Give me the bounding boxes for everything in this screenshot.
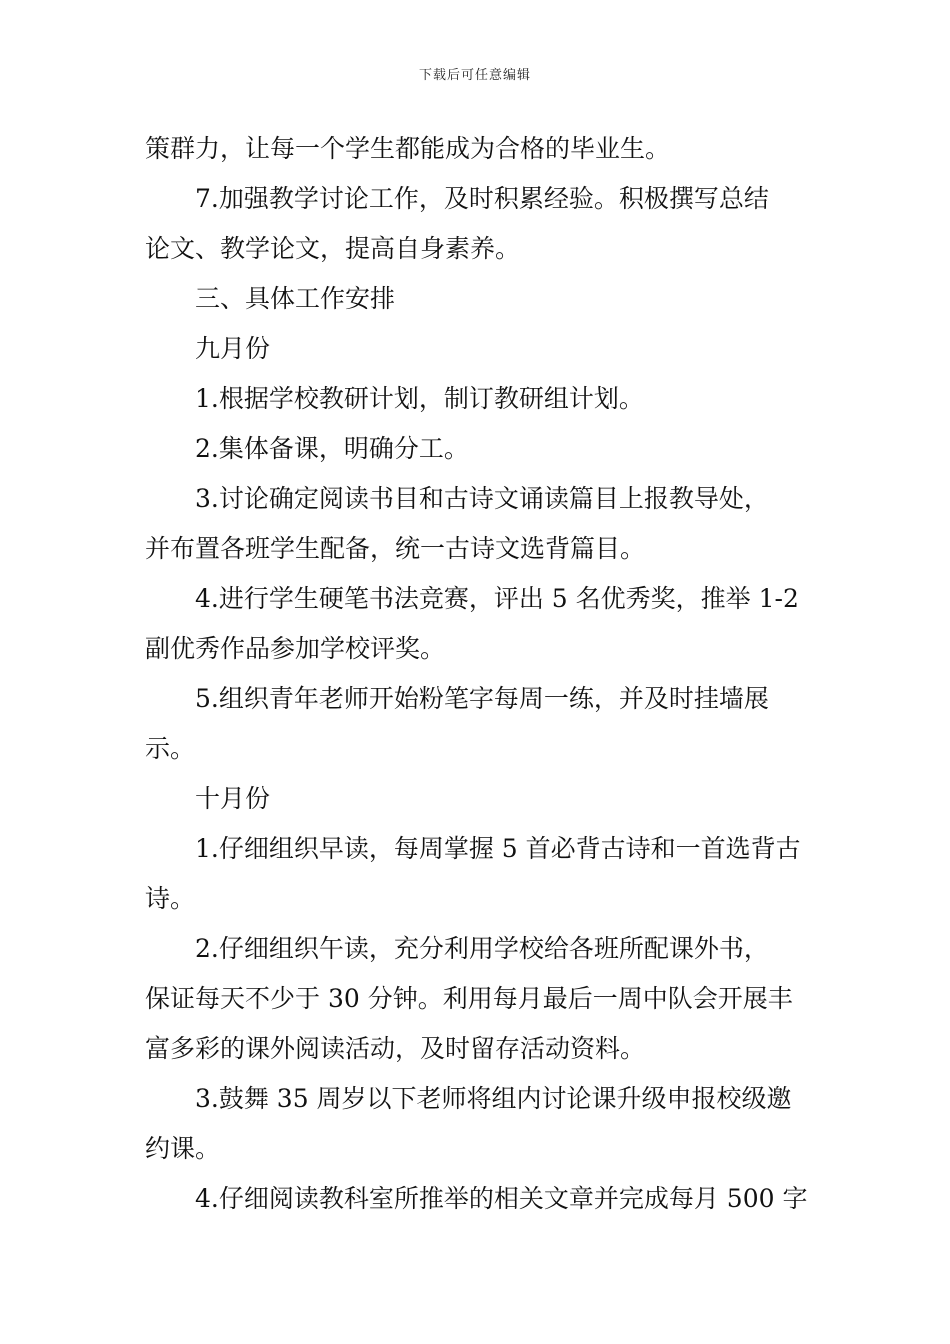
text-line: 诗。 xyxy=(145,884,196,913)
text-line: 保证每天不少于 30 分钟。利用每月最后一周中队会开展丰 xyxy=(145,984,793,1013)
text-line: 十月份 xyxy=(195,784,271,813)
text-line: 约课。 xyxy=(145,1134,221,1163)
text-line: 7.加强教学讨论工作，及时积累经验。积极撰写总结 xyxy=(195,184,769,213)
text-line: 副优秀作品参加学校评奖。 xyxy=(145,634,446,663)
text-line: 九月份 xyxy=(195,334,271,363)
text-line: 并布置各班学生配备，统一古诗文选背篇目。 xyxy=(145,534,646,563)
text-line: 2.仔细组织午读，充分利用学校给各班所配课外书， xyxy=(195,934,769,963)
text-line: 1.仔细组织早读，每周掌握 5 首必背古诗和一首选背古 xyxy=(195,834,801,863)
document-body xyxy=(145,124,810,1224)
page-header: 下载后可任意编辑 xyxy=(418,68,531,83)
text-line: 3.讨论确定阅读书目和古诗文诵读篇目上报教导处， xyxy=(195,484,769,513)
text-line: 4.仔细阅读教科室所推举的相关文章并完成每月 500 字 xyxy=(195,1184,808,1213)
text-line: 5.组织青年老师开始粉笔字每周一练，并及时挂墙展 xyxy=(195,684,769,713)
text-line: 三、具体工作安排 xyxy=(195,284,396,313)
text-line: 1.根据学校教研计划，制订教研组计划。 xyxy=(195,384,644,413)
text-line: 策群力，让每一个学生都能成为合格的毕业生。 xyxy=(145,134,671,163)
text-line: 富多彩的课外阅读活动，及时留存活动资料。 xyxy=(145,1034,646,1063)
text-line: 论文、教学论文，提高自身素养。 xyxy=(145,234,521,263)
text-line: 3.鼓舞 35 周岁以下老师将组内讨论课升级申报校级邀 xyxy=(195,1084,792,1113)
text-line: 2.集体备课，明确分工。 xyxy=(195,434,469,463)
text-line: 4.进行学生硬笔书法竞赛，评出 5 名优秀奖，推举 1-2 xyxy=(195,584,799,613)
text-line: 示。 xyxy=(145,734,196,763)
